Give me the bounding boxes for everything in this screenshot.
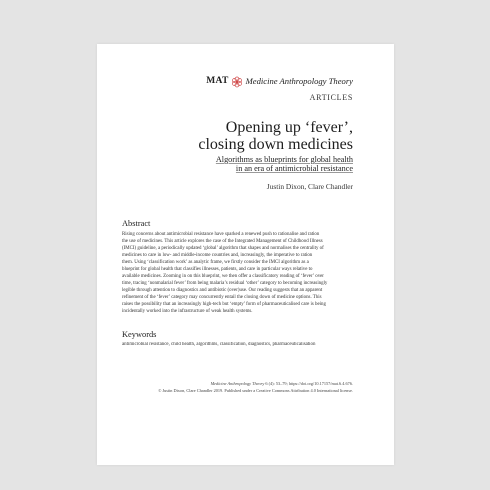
abstract-line: Rising concerns about antimicrobial resistance have sparked a renewed push to rationalise and ration xyxy=(122,232,320,237)
footer-journal: Medicine Anthropology Theory xyxy=(210,381,265,386)
journal-abbrev: MAT xyxy=(206,76,229,86)
article-title xyxy=(133,119,353,153)
abstract-body xyxy=(122,231,362,315)
abstract-line: medicines to care in low- and middle-income countries and, increasingly, the imperative to ration xyxy=(122,253,313,258)
abstract-heading: Abstract xyxy=(122,219,151,228)
abstract-line: raises the possibility that an increasingly high-tech but ‘empty’ form of pharmaceuticalised care is being xyxy=(122,302,326,307)
abstract-line: blueprint for global health that classifies illnesses, patients, and care in particular ways relative to xyxy=(122,267,313,272)
section-label: ARTICLES xyxy=(309,93,353,102)
paper-page xyxy=(97,44,394,465)
subtitle-line: in an era of antimicrobial resistance xyxy=(235,163,353,173)
keywords-heading: Keywords xyxy=(122,330,157,339)
title-line: Opening up ‘fever’, xyxy=(225,119,353,136)
abstract-line: legible through attention to diagnostics and antibiotic (over)use. Our reading suggests that an apparent xyxy=(122,288,323,293)
journal-masthead xyxy=(206,75,353,87)
license-line: © Justin Dixon, Clare Chandler 2019. Published under a Creative Commons Attribution 4.0 International license. xyxy=(158,387,353,393)
abstract-line: time, tracing ‘nonmalarial fever’ from being malaria’s residual ‘other’ category to becoming increasingly xyxy=(122,281,328,286)
article-footer xyxy=(113,381,353,394)
abstract-line: refinement of the ‘fever’ category may concurrently entail the closing down of medicine options. This xyxy=(122,295,322,300)
footer-citation: 6 (4): 53–79; https://doi.org/10.17157/mat.6.4.676. xyxy=(264,381,353,386)
flower-logo-icon xyxy=(231,75,243,87)
citation-line xyxy=(113,381,353,388)
abstract-line: the use of medicines. This article explores the case of the Integrated Management of Childhood Illness xyxy=(122,239,323,244)
keywords-list: antimicrobial resistance, child health, algorithms, classification, diagnostics, pharmaceuticalisation xyxy=(122,342,316,347)
abstract-line: available medicines. Zooming in on this blueprint, we then offer a classificatory reading of ‘fever’ over xyxy=(122,274,324,279)
article-authors: Justin Dixon, Clare Chandler xyxy=(266,182,353,191)
abstract-line: incidentally worked into the infrastructure of weak health systems. xyxy=(122,309,253,314)
journal-name: Medicine Anthropology Theory xyxy=(245,76,353,86)
abstract-line: them. Using ‘classification work’ as analytic frame, we firstly consider the IMCI algorithm as a xyxy=(122,260,309,265)
title-line: closing down medicines xyxy=(198,136,353,153)
subtitle-line: Algorithms as blueprints for global health xyxy=(215,155,353,164)
article-subtitle xyxy=(133,156,353,173)
abstract-line: (IMCI) guideline, a periodically updated ‘global’ algorithm that shapes and normalises the centrality of xyxy=(122,246,324,251)
